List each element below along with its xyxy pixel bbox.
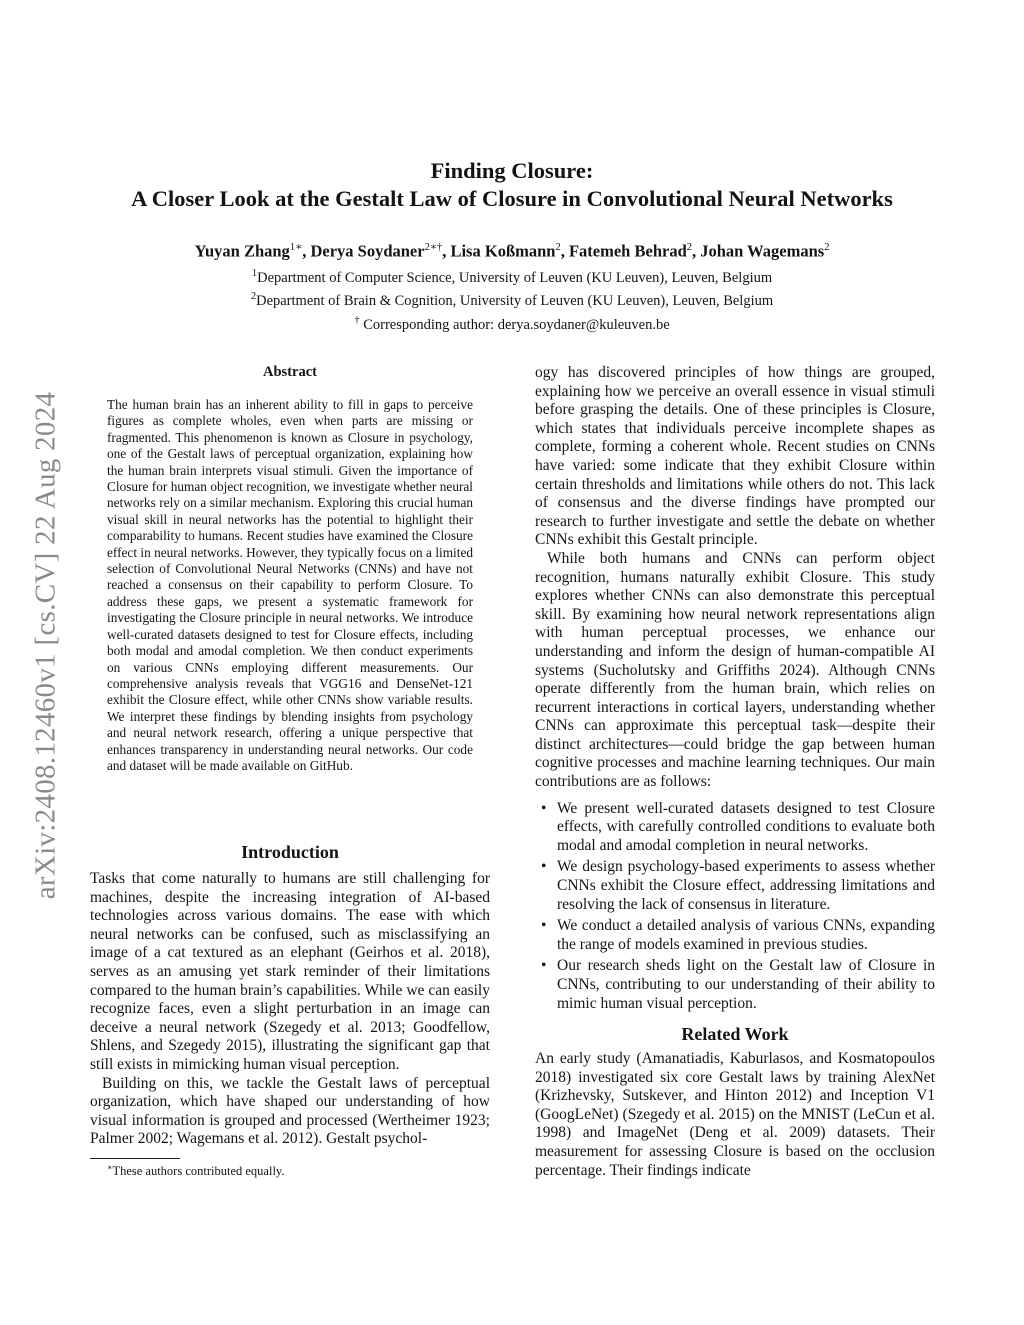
footnote-mark: ∗ xyxy=(107,1163,113,1172)
author-name: Yuyan Zhang xyxy=(194,241,290,261)
related-work-heading: Related Work xyxy=(681,1024,789,1044)
author-marks: 2 xyxy=(824,242,830,253)
author-marks: 1∗ xyxy=(289,242,303,253)
list-item: • We conduct a detailed analysis of various CNNs, expanding the range of models examined in previous studies. xyxy=(557,917,935,954)
abstract-heading: Abstract xyxy=(263,364,317,380)
affiliation-mark: 1 xyxy=(251,267,258,279)
author-name: Johan Wagemans xyxy=(700,241,825,261)
right-column-body xyxy=(535,364,935,1016)
paragraph: ogy has discovered principles of how things are grouped, explaining how we perceive an overall essence in visual stimuli before grasping the details. One of these principles is Closure, which states that individuals perceive incomplete shapes as complete, forming a coherent whole. Recent studies on CNNs have varied: some indicate that they exhibit Closure within certain thresholds and limitations while others do not. This lack of consensus and the diverse findings have prompted our research to further investigate and settle the debate on whether CNNs exhibit this Gestalt principle. xyxy=(535,364,935,549)
list-item: • We present well-curated datasets designed to test Closure effects, with carefully controlled conditions to evaluate both modal and amodal completion in neural networks. xyxy=(557,800,935,856)
footnote-text: These authors contributed equally. xyxy=(112,1164,285,1179)
list-item: • We design psychology-based experiments to assess whether CNNs exhibit the Closure effect, addressing limitations and resolving the lack of consensus in literature. xyxy=(557,858,935,914)
author-marks: 2∗† xyxy=(424,242,443,253)
corresponding-author-line xyxy=(0,311,1024,335)
affiliation-mark: † xyxy=(354,315,360,327)
author-marks: 2 xyxy=(555,242,561,253)
affiliation-text: Department of Brain & Cognition, University of Leuven (KU Leuven), Leuven, Belgium xyxy=(256,293,774,310)
footnote-divider xyxy=(90,1158,180,1159)
affiliation-line xyxy=(0,287,1024,311)
paragraph: Tasks that come naturally to humans are still challenging for machines, despite the increasing integration of AI-based technologies across various domains. The ease with which neural networks can be confused, such as misclassifying an image of a cat textured as an elephant (Geirhos et al. 2018), serves as an amusing yet stark reminder of their limitations compared to the human brain’s capabilities. While we can easily recognize faces, even a slight perturbation in an image can deceive a neural network (Szegedy et al. 2013; Goodfellow, Shlens, and Szegedy 2015), illustrating the significant gap that still exists in mimicking human visual perception. xyxy=(90,870,490,1073)
paragraph: An early study (Amanatiadis, Kaburlasos, and Kosmatopoulos 2018) investigated six core Gestalt laws by training AlexNet (Krizhevsky, Sutskever, and Hinton 2012) and Inception V1 (GoogLeNet) (Szegedy et al. 2015) on the MNIST (LeCun et al. 1998) and ImageNet (Deng et al. 2009) datasets. Their measurement for assessing Closure is based on the occlusion percentage. Their findings indicate xyxy=(535,1050,935,1179)
introduction-heading: Introduction xyxy=(241,842,339,862)
paper-title-line-2: A Closer Look at the Gestalt Law of Closure in Convolutional Neural Networks xyxy=(131,186,893,211)
footnote xyxy=(107,1163,285,1179)
author-separator: , xyxy=(302,241,311,261)
introduction-body xyxy=(90,870,490,1149)
arxiv-watermark xyxy=(24,345,68,945)
related-work-body xyxy=(535,1050,935,1180)
affiliation-mark: 2 xyxy=(250,291,257,303)
author-separator: , xyxy=(692,241,701,261)
paragraph: Building on this, we tackle the Gestalt laws of perceptual organization, which have shaped our understanding of how visual information is grouped and processed (Wertheimer 1923; Palmer 2002; Wagemans et al. 2012). Gestalt psychol- xyxy=(90,1074,490,1148)
title-block xyxy=(0,157,1024,335)
list-item: • Our research sheds light on the Gestalt law of Closure in CNNs, contributing to our understanding of their ability to mimic human visual perception. xyxy=(557,957,935,1013)
author-name: Derya Soydaner xyxy=(310,241,425,261)
corresponding-author-text: Corresponding author: derya.soydaner@kuleuven.be xyxy=(359,316,670,333)
arxiv-identifier: arXiv:2408.12460v1 [cs.CV] 22 Aug 2024 xyxy=(29,391,62,899)
author-name: Lisa Koßmann xyxy=(450,241,556,261)
affiliation-text: Department of Computer Science, University of Leuven (KU Leuven), Leuven, Belgium xyxy=(257,269,773,286)
author-name: Fatemeh Behrad xyxy=(568,241,687,261)
abstract-text: The human brain has an inherent ability to fill in gaps to perceive figures as complete wholes, even when parts are missing or fragmented. This phenomenon is known as Closure in psychology, one of the Gestalt laws of perceptual organization, explaining how the human brain interprets visual stimuli. Given the importance of Closure for human object recognition, we investigate whether neural networks rely on a similar mechanism. Exploring this crucial human visual skill in neural networks has the potential to highlight their comparability to humans. Recent studies have examined the Closure effect in neural networks. However, they typically focus on a limited selection of Convolutional Neural Networks (CNNs) and have not reached a consensus on their capability to perform Closure. To address these gaps, we present a systematic framework for investigating the Closure principle in neural networks. We introduce well-curated datasets designed to test for Closure effects, including both modal and amodal completion. We then conduct experiments on various CNNs employing different measurements. Our comprehensive analysis reveals that VGG16 and DenseNet-121 exhibit the Closure effect, while other CNNs show variable results. We interpret these findings by blending insights from psychology and neural network research, offering a unique perspective that enhances transparency in understanding neural networks. Our code and dataset will be made available on GitHub. xyxy=(107,397,473,773)
paragraph: While both humans and CNNs can perform object recognition, humans naturally exhibit Closure. This study explores whether CNNs can also demonstrate this perceptual skill. By examining how neural network representations align with human perceptual processes, we enhance our understanding and inform the design of human-compatible AI systems (Sucholutsky and Griffiths 2024). Although CNNs operate differently from the human brain, which relies on recurrent interactions in cortical layers, understanding whether CNNs can approximate this perceptual task—despite their distinct architectures—could bridge the gap between human cognitive processes and machine learning techniques. Our main contributions are as follows: xyxy=(535,549,935,791)
author-separator: , xyxy=(442,241,451,261)
author-marks: 2 xyxy=(686,242,692,253)
author-list xyxy=(0,237,1024,263)
author-separator: , xyxy=(560,241,569,261)
paper-title-line-1: Finding Closure: xyxy=(430,158,594,183)
contributions-list xyxy=(535,800,935,1014)
affiliation-line xyxy=(0,264,1024,288)
